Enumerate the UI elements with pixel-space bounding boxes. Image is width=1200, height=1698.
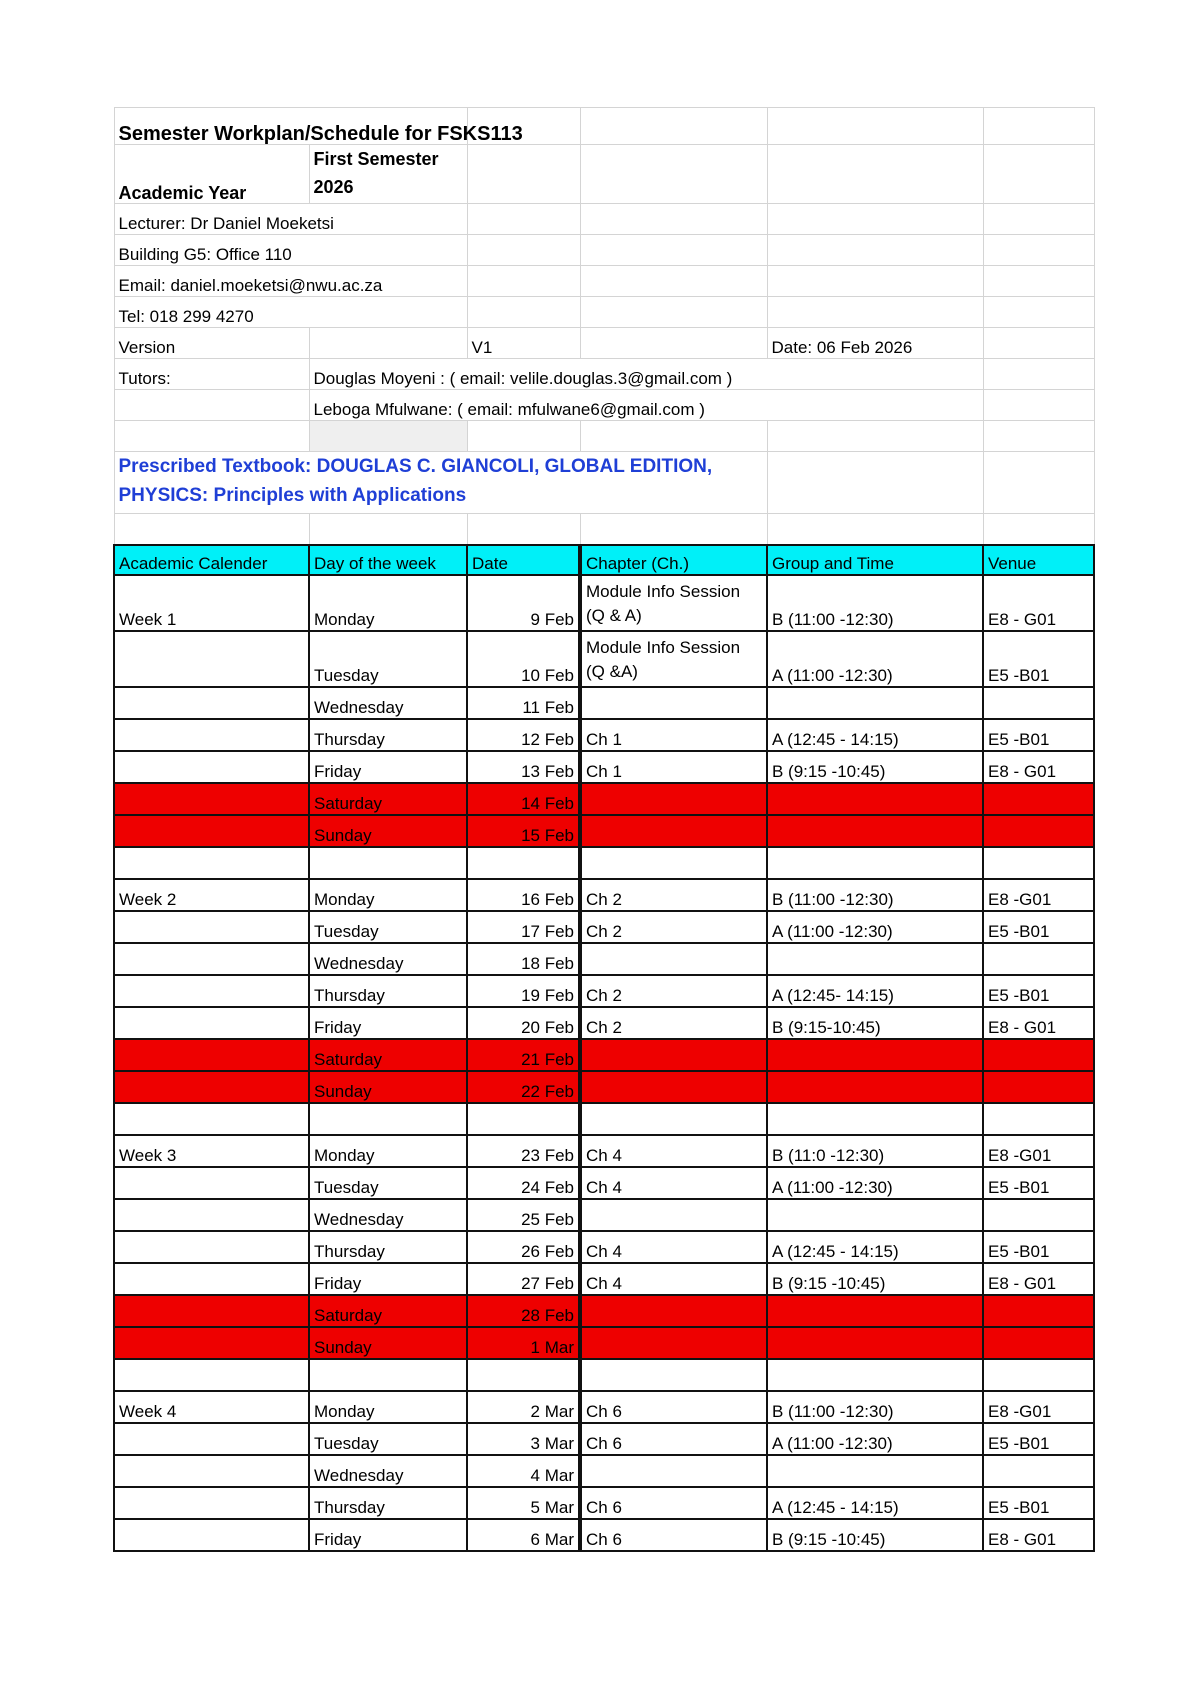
cell-group-time: A (12:45- 14:15) — [767, 975, 983, 1007]
cell-week — [114, 1167, 309, 1199]
cell-week — [114, 719, 309, 751]
cell-chapter: Ch 4 — [580, 1167, 767, 1199]
cell-venue: E8 - G01 — [983, 1519, 1094, 1551]
cell-chapter — [580, 783, 767, 815]
cell-week — [114, 1327, 309, 1359]
cell-date: 18 Feb — [467, 943, 580, 975]
cell-day: Sunday — [309, 1071, 467, 1103]
date-label: Date: 06 Feb 2026 — [767, 328, 983, 359]
cell-venue: E8 -G01 — [983, 879, 1094, 911]
cell-day: Monday — [309, 575, 467, 631]
cell-date: 4 Mar — [467, 1455, 580, 1487]
cell-venue: E5 -B01 — [983, 1231, 1094, 1263]
cell-day: Monday — [309, 879, 467, 911]
cell-date: 13 Feb — [467, 751, 580, 783]
cell-day — [309, 1359, 467, 1391]
cell-chapter: Ch 1 — [580, 719, 767, 751]
cell-day — [309, 1103, 467, 1135]
table-row — [114, 783, 1094, 815]
cell-group-time: A (12:45 - 14:15) — [767, 719, 983, 751]
cell-week — [114, 1039, 309, 1071]
cell-venue: E8 - G01 — [983, 1007, 1094, 1039]
cell-date: 24 Feb — [467, 1167, 580, 1199]
cell-group-time: B (9:15 -10:45) — [767, 1263, 983, 1295]
cell-chapter: Ch 6 — [580, 1423, 767, 1455]
cell-group-time — [767, 943, 983, 975]
cell-day: Thursday — [309, 975, 467, 1007]
cell-chapter: Ch 6 — [580, 1519, 767, 1551]
column-headers — [114, 545, 1094, 575]
col-date: Date — [467, 545, 580, 575]
cell-chapter — [580, 1359, 767, 1391]
cell-week — [114, 911, 309, 943]
cell-date: 25 Feb — [467, 1199, 580, 1231]
cell-venue — [983, 783, 1094, 815]
cell-day: Friday — [309, 1519, 467, 1551]
table-row — [114, 1039, 1094, 1071]
cell-group-time — [767, 1199, 983, 1231]
cell-chapter — [580, 1455, 767, 1487]
cell-group-time: B (9:15-10:45) — [767, 1007, 983, 1039]
cell-chapter — [580, 1103, 767, 1135]
cell-day: Thursday — [309, 1487, 467, 1519]
cell-week — [114, 1007, 309, 1039]
cell-group-time: B (9:15 -10:45) — [767, 1519, 983, 1551]
cell-group-time — [767, 1327, 983, 1359]
cell-week — [114, 815, 309, 847]
cell-day: Saturday — [309, 1295, 467, 1327]
textbook-text: Prescribed Textbook: DOUGLAS C. GIANCOLI, GLOBAL EDITION, PHYSICS: Principles with Applications — [114, 452, 767, 514]
cell-day: Monday — [309, 1391, 467, 1423]
cell-group-time: B (11:00 -12:30) — [767, 879, 983, 911]
cell-day: Wednesday — [309, 687, 467, 719]
cell-chapter: Ch 2 — [580, 975, 767, 1007]
cell-chapter: Ch 2 — [580, 911, 767, 943]
table-row — [114, 911, 1094, 943]
cell-week — [114, 943, 309, 975]
cell-date: 16 Feb — [467, 879, 580, 911]
cell-day: Sunday — [309, 1327, 467, 1359]
cell-group-time: A (12:45 - 14:15) — [767, 1487, 983, 1519]
cell-day: Friday — [309, 1263, 467, 1295]
page-title: Semester Workplan/Schedule for FSKS113 — [114, 108, 467, 145]
cell-venue: E5 -B01 — [983, 1167, 1094, 1199]
cell-week — [114, 783, 309, 815]
cell-venue — [983, 943, 1094, 975]
table-row — [114, 1359, 1094, 1391]
table-row — [114, 1199, 1094, 1231]
cell-chapter — [580, 1039, 767, 1071]
cell-date: 3 Mar — [467, 1423, 580, 1455]
cell-group-time: B (11:0 -12:30) — [767, 1135, 983, 1167]
cell-day: Wednesday — [309, 1199, 467, 1231]
cell-chapter — [580, 847, 767, 879]
table-row — [114, 751, 1094, 783]
col-day: Day of the week — [309, 545, 467, 575]
col-chapter: Chapter (Ch.) — [580, 545, 767, 575]
cell-day: Friday — [309, 1007, 467, 1039]
cell-venue: E5 -B01 — [983, 1423, 1094, 1455]
cell-venue: E8 -G01 — [983, 1391, 1094, 1423]
cell-group-time: A (11:00 -12:30) — [767, 911, 983, 943]
table-row — [114, 687, 1094, 719]
cell-day: Thursday — [309, 719, 467, 751]
cell-group-time — [767, 847, 983, 879]
cell-venue: E8 - G01 — [983, 751, 1094, 783]
cell-day: Wednesday — [309, 1455, 467, 1487]
table-row — [114, 719, 1094, 751]
col-group-time: Group and Time — [767, 545, 983, 575]
cell-week — [114, 687, 309, 719]
cell-venue: E5 -B01 — [983, 911, 1094, 943]
cell-date — [467, 1103, 580, 1135]
cell-chapter: Ch 6 — [580, 1391, 767, 1423]
col-venue: Venue — [983, 545, 1094, 575]
cell-venue: E5 -B01 — [983, 631, 1094, 687]
cell-week — [114, 1455, 309, 1487]
cell-group-time — [767, 1103, 983, 1135]
cell-chapter: Ch 4 — [580, 1263, 767, 1295]
cell-date — [467, 847, 580, 879]
table-row — [114, 1167, 1094, 1199]
table-row — [114, 1487, 1094, 1519]
workplan-table — [113, 107, 1095, 1552]
cell-date: 20 Feb — [467, 1007, 580, 1039]
tutor-1: Douglas Moyeni : ( email: velile.douglas.3@gmail.com ) — [309, 359, 983, 390]
cell-date: 2 Mar — [467, 1391, 580, 1423]
cell-venue: E8 - G01 — [983, 575, 1094, 631]
cell-day: Friday — [309, 751, 467, 783]
cell-week — [114, 1263, 309, 1295]
cell-venue — [983, 1199, 1094, 1231]
lecturer-text: Lecturer: Dr Daniel Moeketsi — [114, 204, 467, 235]
table-row — [114, 1135, 1094, 1167]
cell-day — [309, 847, 467, 879]
cell-group-time — [767, 1455, 983, 1487]
cell-venue: E5 -B01 — [983, 719, 1094, 751]
cell-date: 1 Mar — [467, 1327, 580, 1359]
table-row — [114, 1007, 1094, 1039]
cell-date: 10 Feb — [467, 631, 580, 687]
cell-date: 26 Feb — [467, 1231, 580, 1263]
cell-venue — [983, 847, 1094, 879]
cell-chapter: Ch 1 — [580, 751, 767, 783]
cell-date: 17 Feb — [467, 911, 580, 943]
cell-week: Week 3 — [114, 1135, 309, 1167]
cell-venue — [983, 1039, 1094, 1071]
cell-day: Saturday — [309, 783, 467, 815]
cell-venue: E8 -G01 — [983, 1135, 1094, 1167]
cell-chapter — [580, 815, 767, 847]
cell-chapter: Ch 4 — [580, 1231, 767, 1263]
col-academic-calender: Academic Calender — [114, 545, 309, 575]
cell-week — [114, 1103, 309, 1135]
table-row — [114, 847, 1094, 879]
table-row — [114, 1071, 1094, 1103]
cell-group-time — [767, 1071, 983, 1103]
table-row — [114, 1295, 1094, 1327]
cell-day: Thursday — [309, 1231, 467, 1263]
cell-venue: E8 - G01 — [983, 1263, 1094, 1295]
cell-day: Saturday — [309, 1039, 467, 1071]
cell-day: Monday — [309, 1135, 467, 1167]
cell-chapter — [580, 943, 767, 975]
cell-chapter: Module Info Session (Q & A) — [580, 575, 767, 631]
cell-week: Week 4 — [114, 1391, 309, 1423]
cell-week — [114, 1071, 309, 1103]
tutor-2: Leboga Mfulwane: ( email: mfulwane6@gmail.com ) — [309, 390, 983, 421]
table-row — [114, 631, 1094, 687]
cell-venue: E5 -B01 — [983, 1487, 1094, 1519]
cell-date: 15 Feb — [467, 815, 580, 847]
cell-group-time — [767, 783, 983, 815]
cell-date: 12 Feb — [467, 719, 580, 751]
cell-group-time: A (12:45 - 14:15) — [767, 1231, 983, 1263]
cell-date: 28 Feb — [467, 1295, 580, 1327]
cell-chapter — [580, 1327, 767, 1359]
cell-venue — [983, 1359, 1094, 1391]
cell-venue: E5 -B01 — [983, 975, 1094, 1007]
cell-group-time: A (11:00 -12:30) — [767, 1167, 983, 1199]
cell-chapter — [580, 687, 767, 719]
cell-week — [114, 1487, 309, 1519]
semester-value: First Semester 2026 — [309, 145, 467, 204]
cell-date: 6 Mar — [467, 1519, 580, 1551]
cell-week — [114, 751, 309, 783]
table-row — [114, 975, 1094, 1007]
cell-day: Tuesday — [309, 1423, 467, 1455]
cell-date — [467, 1359, 580, 1391]
cell-group-time: A (11:00 -12:30) — [767, 631, 983, 687]
table-row — [114, 575, 1094, 631]
cell-chapter: Ch 4 — [580, 1135, 767, 1167]
table-row — [114, 1519, 1094, 1551]
cell-week — [114, 1295, 309, 1327]
tutors-label: Tutors: — [114, 359, 309, 390]
cell-chapter — [580, 1295, 767, 1327]
cell-week — [114, 847, 309, 879]
cell-week — [114, 1199, 309, 1231]
cell-date: 23 Feb — [467, 1135, 580, 1167]
cell-date: 22 Feb — [467, 1071, 580, 1103]
cell-week: Week 1 — [114, 575, 309, 631]
building-text: Building G5: Office 110 — [114, 235, 467, 266]
cell-date: 27 Feb — [467, 1263, 580, 1295]
cell-group-time: A (11:00 -12:30) — [767, 1423, 983, 1455]
table-row — [114, 815, 1094, 847]
cell-week — [114, 1231, 309, 1263]
table-row — [114, 1423, 1094, 1455]
cell-week — [114, 1359, 309, 1391]
cell-chapter: Ch 2 — [580, 879, 767, 911]
tel-text: Tel: 018 299 4270 — [114, 297, 467, 328]
cell-date: 14 Feb — [467, 783, 580, 815]
cell-chapter: Ch 2 — [580, 1007, 767, 1039]
cell-venue — [983, 1295, 1094, 1327]
cell-venue — [983, 815, 1094, 847]
cell-date: 9 Feb — [467, 575, 580, 631]
cell-chapter — [580, 1071, 767, 1103]
cell-group-time: B (11:00 -12:30) — [767, 575, 983, 631]
cell-group-time — [767, 687, 983, 719]
cell-chapter — [580, 1199, 767, 1231]
table-row — [114, 1455, 1094, 1487]
cell-date: 19 Feb — [467, 975, 580, 1007]
cell-week — [114, 631, 309, 687]
academic-year-label: Academic Year — [114, 145, 309, 204]
cell-date: 11 Feb — [467, 687, 580, 719]
table-row — [114, 1263, 1094, 1295]
cell-day: Tuesday — [309, 911, 467, 943]
cell-venue — [983, 1455, 1094, 1487]
cell-day: Tuesday — [309, 1167, 467, 1199]
table-row — [114, 1103, 1094, 1135]
cell-week — [114, 1519, 309, 1551]
cell-venue — [983, 687, 1094, 719]
cell-chapter: Module Info Session (Q &A) — [580, 631, 767, 687]
cell-venue — [983, 1327, 1094, 1359]
table-row — [114, 1231, 1094, 1263]
cell-group-time: B (9:15 -10:45) — [767, 751, 983, 783]
cell-group-time — [767, 1039, 983, 1071]
cell-group-time: B (11:00 -12:30) — [767, 1391, 983, 1423]
cell-venue — [983, 1103, 1094, 1135]
cell-venue — [983, 1071, 1094, 1103]
email-text: Email: daniel.moeketsi@nwu.ac.za — [114, 266, 467, 297]
cell-date: 21 Feb — [467, 1039, 580, 1071]
cell-group-time — [767, 815, 983, 847]
table-row — [114, 1391, 1094, 1423]
cell-week: Week 2 — [114, 879, 309, 911]
cell-week — [114, 1423, 309, 1455]
cell-day: Wednesday — [309, 943, 467, 975]
table-row — [114, 1327, 1094, 1359]
cell-day: Sunday — [309, 815, 467, 847]
cell-date: 5 Mar — [467, 1487, 580, 1519]
cell-chapter: Ch 6 — [580, 1487, 767, 1519]
version-value: V1 — [467, 328, 580, 359]
cell-week — [114, 975, 309, 1007]
version-label: Version — [114, 328, 309, 359]
table-row — [114, 943, 1094, 975]
cell-group-time — [767, 1359, 983, 1391]
cell-group-time — [767, 1295, 983, 1327]
cell-day: Tuesday — [309, 631, 467, 687]
table-row — [114, 879, 1094, 911]
